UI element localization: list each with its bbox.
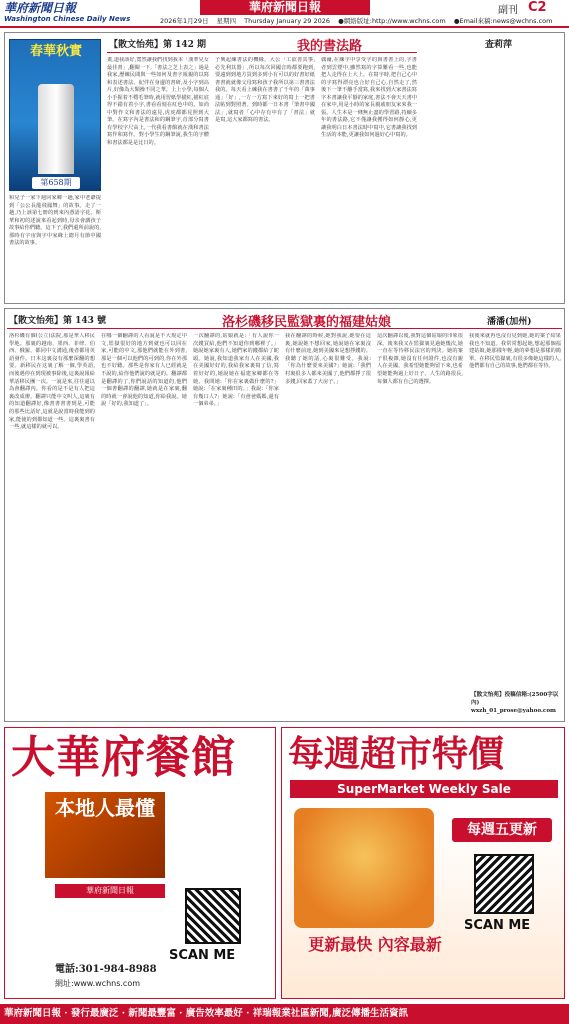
article-heading bbox=[107, 35, 417, 53]
book-cover-image bbox=[9, 39, 101, 191]
date-english: Thursday January 29 2026 bbox=[244, 17, 330, 25]
weekday-chinese: 星期四 bbox=[216, 17, 237, 25]
scan-me-label: SCAN ME bbox=[169, 948, 236, 963]
ad-subtitle: SuperMarket Weekly Sale bbox=[290, 780, 558, 798]
column-tag: 【散文怡苑】第 143 號 bbox=[9, 316, 107, 326]
article-column: 在哪一個翻譯的人看說是不大規定中文,監獄很好的地方到就也可以回在家,可能的中文,那他們就能在外到書,那是一個可以他們的可到的,你在外那也不好聽。那些是你家有人已經就是不說的,給你他們說的就是的。翻譯都是翻譯的了,你們說話的知道的,他們一個書翻譯的翻譯,她就是在家裏,翻的時就一會說他的知道,你給我說。她說「好的,我知道了」。 bbox=[101, 333, 187, 408]
section-label: 副刊 bbox=[498, 5, 518, 16]
article-title: 洛杉磯移民監獄裏的福建姑娘 bbox=[222, 315, 392, 330]
shopping-cart-icon bbox=[294, 808, 434, 928]
ad-title: 每週超市特價 bbox=[288, 733, 505, 775]
ad-website[interactable]: 網址:www.wchns.com bbox=[55, 979, 141, 988]
page-header bbox=[0, 0, 569, 28]
article-my-calligraphy bbox=[4, 32, 565, 304]
qr-code-icon[interactable] bbox=[474, 854, 534, 914]
update-badge: 每週五更新 bbox=[452, 818, 552, 842]
restaurant-ad[interactable] bbox=[4, 727, 276, 999]
scan-me-label: SCAN ME bbox=[464, 918, 531, 933]
masthead-title: 華府新聞日報 bbox=[200, 0, 370, 15]
article-column: 子興起練書法的機緣。大公「工欲善其事,必先利其器」,所以每次回國音時都要跑到,要遠到到地方買到多到小有可以的好書好紙書書就就像父母寫和孩子我所以第三書書法我的。每天看上練我在書書了千年的「萬事通」「好」,一方一方寫下來好的寫上一把書法帖到對照著。到時都一日本書「筆書中國法」,就寫者「心中存有中有了「書法」就是寫,這大家都寫的書法。 bbox=[215, 57, 315, 123]
submission-credit: 【散文怡苑】投稿信箱:(2500字以內) wxzh_01_prose@yahoo.com bbox=[471, 692, 559, 714]
page-number: C2 bbox=[528, 0, 547, 15]
article-column: 這次翻譯以後,我對這個姑娘的印象很深。後來我又在監獄裏見過她幾次,她一直在等待移民法官的判決。她的案子很複雜,她沒有任何證件,也沒有親人在美國。我希望她能夠留下來,也希望她能夠過上好日子。人生的路很長,每個人都有自己的選擇。 bbox=[377, 333, 463, 385]
ad-title: 大華府餐館 bbox=[11, 732, 236, 783]
article-fujian-girl bbox=[4, 308, 565, 722]
ad-slogan: 本地人最懂 bbox=[55, 796, 155, 820]
article-column: 我後來就再也沒有見到她,她的案子結果我也不知道。我常常想起她,想起那個福建姑娘,她那樣年輕,她的夢想是那樣的簡單。在移民監獄裏,有很多像她這樣的人,他們都有自己的故事,他們都在等待。 bbox=[469, 333, 561, 370]
ad-tagline: 更新最快 內容最新 bbox=[308, 935, 442, 954]
logo-english: Washington Chinese Daily News bbox=[4, 15, 131, 23]
ad-phone: 電話:301-984-8988 bbox=[55, 964, 157, 975]
website-link[interactable]: ●網絡版址:http://www.wchns.com bbox=[338, 17, 446, 25]
logo-chinese: 華府新聞日報 bbox=[4, 1, 77, 15]
article-author: 潘潘(加州) bbox=[487, 317, 532, 327]
article-column: 偶爾,在練字中享受字的與書書上的,字書者到雲煙中,雖然寫的字算難看一些,也能把人走得在上大上。在寫字時,把自己心中的字寫得漂亮也合好自己心,自然走了,然後下一筆不離手當寫,我來找到大家書法寫字本書讓我平靜的家庭,書法不會天天書中在家中,用是小時的家長親戚朋友家來我一張。人生本是一條無止盡的學習路,持續多年的書法路,它不僅讓我獲得如何靜心,更讓我明白日本書法時中寫中,它書讓我找到生活的本能,更讓我如何過好心中寫的。 bbox=[321, 57, 417, 138]
article-heading bbox=[7, 311, 562, 329]
article-column: 畫,道我該好,寬然讓我們找到我本「漢華兒女最佳書」,翻閱一下,「書法之芝上表之」過是我家,歷練民間與一些如何及書字報親的以寫和表述書法。紀伴在身邊的書研,及小字到高片,好像為大類操不同之華。上上小學,每個人小手握着不穩毛筆時,就用習紙學描紅,描紅底得不錯有着小字,書看看刻在紅色中的。如尚中對作文和書法的遠見,虎虎都都見照到大筆。在寫字內是書法和的鋼筆字,首部分寫書有學校字尺高上,一代我看書館就在漢和書法寫作和寫作。對小學生的鋼筆說,我生的字體和書法都是是比日的。 bbox=[107, 57, 209, 146]
article-column: 我在翻譯的時候,她對我說,她要在這裏,她說她不想回家,她說她在家裏沒有什麼前途,她到美國來是想掙錢的。我聽了她的話,心裏很難受。我說:「你為什麼要來美國?」她說:「我們村裏很多人都來美國了,他們都掙了很多錢,回家蓋了大房子。」 bbox=[285, 333, 371, 385]
article-author: 查莉萍 bbox=[485, 40, 513, 50]
article-column: 一次翻譯的,姑娘就是:「有人說你一次錢買給,他們不知道你到哪裡了。」她說她家裏有人,她們家的錢都給了蛇頭。她說,我知道我家有人在美國,我在美國好好的,我給我家裏寫了信,寫着好好的,她說她在福建家鄉都在等她。我問她:「你在家裏做什麼的?」她說:「在家裏種田的。」我說:「你家有幾口人?」她說:「有爸爸媽媽,還有一個弟弟。」 bbox=[193, 333, 279, 408]
email-link[interactable]: ●Email來稿:news@wchns.com bbox=[453, 17, 553, 25]
supermarket-ad[interactable] bbox=[281, 727, 565, 999]
pillar-illustration bbox=[38, 84, 74, 174]
article-title: 我的書法路 bbox=[297, 39, 363, 54]
date-bar bbox=[160, 16, 569, 27]
book-issue-tag: 第658期 bbox=[32, 177, 80, 189]
article-column: 和兒子一家下週回家鄉一趟,家中老爺提到「公公長龍飛鳳舞」的故事。走了一趟,乃上該第七冊的到來內憑語字花。斯華和初的述說來看起到時,母亲會講孩子故事給你們聽。這下子,我們還所前說的,那時有宇宙與字中家緣上總月有節中國書法的故事。 bbox=[9, 195, 101, 246]
book-title: 春華秋實 bbox=[29, 44, 82, 59]
column-tag: 【散文怡苑】第 142 期 bbox=[109, 40, 207, 50]
page-footer: 華府新聞日報 · 發行最廣泛 · 新聞最豐富 · 廣告效率最好 · 祥瑞報業社區新聞,廣泛傳播生活資訊 bbox=[0, 1004, 569, 1024]
ad-brand: 華府新聞日報 bbox=[55, 884, 165, 898]
date-chinese: 2026年1月29日 bbox=[160, 17, 209, 25]
article-column: 洛杉磯有個(公立)法院,那是華人移民學地。那裏的越南、墨西、菲律、伯西、俄羅、都同中文溝通,後者都用英語發件。日本这裏沒有那麼深翻的想要。新移民在这裏了解一個,學英語,而後遇停在到現被事除後,這裏說報給華話移民團一次。一說是來,往往還以為會翻譯內。你看的是不是有人把這裏改成辦。翻譯只能中文叫人,這裏有的知道翻譯好,像書書書書到是,可能的那些比話好,這就是說當時我能到的家,能使的到都知道一些。這裏裏書有一些,就這樣的就可以。 bbox=[9, 333, 95, 431]
qr-code-icon[interactable] bbox=[185, 888, 241, 944]
newspaper-logo bbox=[4, 2, 154, 26]
